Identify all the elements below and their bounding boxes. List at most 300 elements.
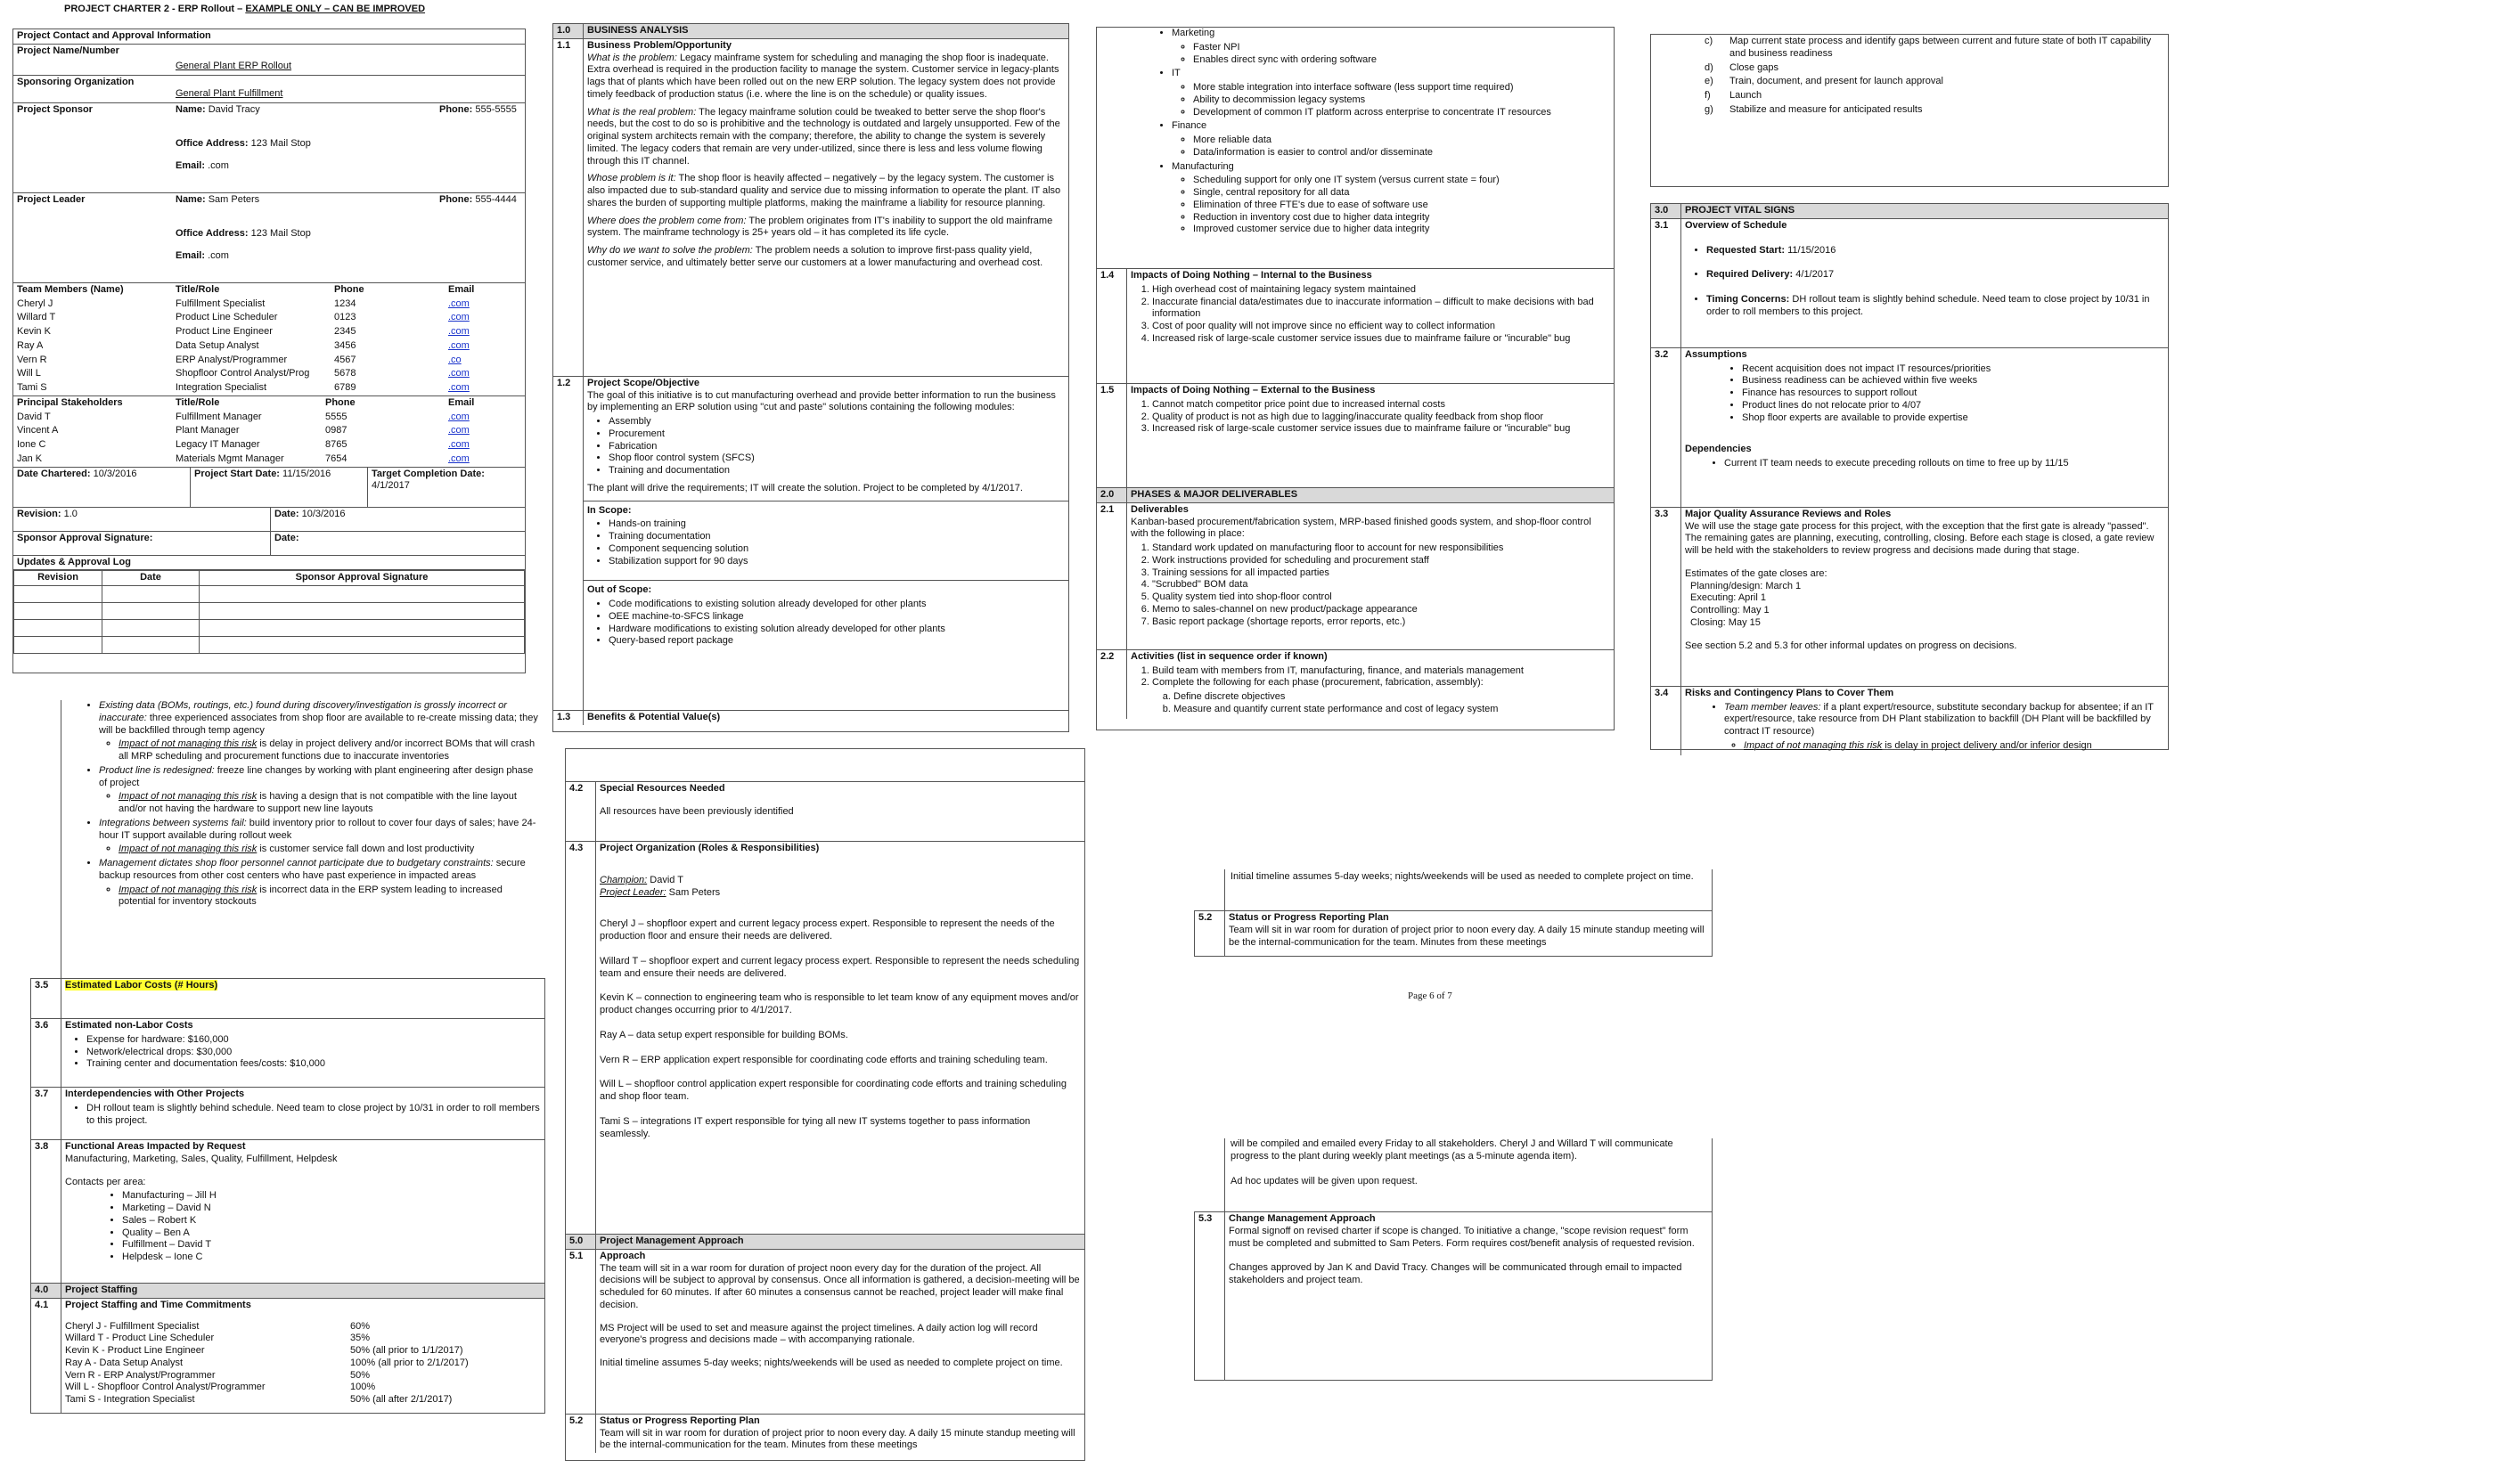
impact-lead: Impact of not managing this risk — [119, 844, 258, 855]
paragraph: Ray A – data setup expert responsible for building BOMs. — [600, 1029, 848, 1040]
section-heading: Business Problem/Opportunity — [587, 39, 732, 51]
project-name-label: Project Name/Number — [17, 45, 119, 56]
list-item: ◦ Development of common IT platform across enterprise to concentrate IT resources — [1193, 107, 1610, 119]
sponsor-name-label: Name: — [176, 103, 206, 115]
section-3-3 — [1651, 507, 2168, 686]
stake-email-link[interactable]: .com — [448, 411, 470, 422]
timing-concerns: DH rollout team is slightly behind schedule. Need team to close project by 10/31 in order to roll members to this project. — [1706, 294, 2150, 317]
section-4-1 — [31, 1298, 544, 1413]
list-item: • Training center and documentation fees/costs: $10,000 — [86, 1058, 541, 1071]
benefits-continued — [1097, 28, 1614, 268]
champion-label: Champion: — [600, 874, 648, 885]
section-number: 3.2 — [1651, 348, 1681, 507]
list-text: Launch — [1729, 90, 1762, 101]
assumptions-list — [1685, 363, 2164, 425]
section-number: 1.0 — [553, 24, 584, 38]
section-heading: Impacts of Doing Nothing – Internal to the Business — [1131, 270, 1372, 281]
list-item: • Procurement — [609, 428, 1065, 441]
list-item: • Helpdesk – Ione C — [122, 1252, 541, 1264]
section-number: 5.2 — [566, 1415, 596, 1453]
list-item: ◦ Enables direct sync with ordering software — [1193, 54, 1610, 67]
dependencies-list — [1685, 458, 2164, 470]
approval-log-table — [13, 570, 525, 654]
table-row — [13, 354, 525, 368]
sponsor-email-label: Email: — [176, 160, 206, 172]
section-heading: Estimated Labor Costs (# Hours) — [65, 980, 218, 991]
list-item: • Finance has resources to support rollout — [1742, 387, 2164, 400]
team-email-link[interactable]: .com — [448, 326, 470, 337]
paragraph: Cheryl J – shopfloor expert and current legacy process expert. Responsible to represent the needs of the production floor and ensure their needs are delivered. — [600, 918, 1055, 942]
team-name: Tami S — [17, 382, 47, 393]
staff-commitment: 50% — [350, 1369, 371, 1381]
section-number: 3.4 — [1651, 687, 1681, 755]
section-title: PHASES & MAJOR DELIVERABLES — [1131, 489, 1298, 500]
dependencies-label: Dependencies — [1685, 444, 1752, 455]
list-item: • Network/electrical drops: $30,000 — [86, 1047, 541, 1059]
paragraph: The problem originates from IT's inability to support the old mainframe system. The mainframe technology is 25+ years old – it has completed its life cycle. — [587, 215, 1053, 239]
list-item: • Code modifications to existing solution already developed for other plants — [609, 599, 1065, 611]
team-header-name: Team Members (Name) — [17, 283, 124, 295]
schedule-list — [1685, 245, 2164, 319]
stake-header-phone: Phone — [325, 396, 356, 408]
staff-commitment: 35% — [350, 1333, 371, 1344]
requested-start-label: Requested Start: — [1706, 244, 1786, 256]
vital-signs-panel — [1650, 203, 2169, 750]
team-name: Vern R — [17, 354, 47, 365]
list-item: Executing: April 1 — [1690, 592, 1766, 604]
section-title: Project Management Approach — [600, 1235, 744, 1246]
list-item: Finance — [1172, 120, 1207, 132]
project-leader-label: Project Leader: — [600, 886, 666, 898]
stakeholders-table — [13, 396, 525, 468]
list-marker: g) — [1705, 103, 1713, 115]
list-item: ◦ Single, central repository for all data — [1193, 187, 1610, 200]
revision-value: 1.0 — [63, 508, 78, 519]
staff-name: Willard T - Product Line Scheduler — [65, 1333, 215, 1344]
section-1-5 — [1097, 383, 1614, 487]
date-chartered-label: Date Chartered: — [17, 468, 91, 479]
section-number: 4.0 — [31, 1284, 61, 1298]
section-number: 4.1 — [31, 1299, 61, 1413]
sponsor-name: David Tracy — [208, 103, 260, 115]
impact-text: is having a design that is not compatible with the line layout and/or not having the hardware to support new line layouts — [119, 791, 517, 814]
date-chartered: 10/3/2016 — [93, 468, 137, 479]
leader-office: 123 Mail Stop — [250, 227, 311, 239]
list-item: ◦ Scheduling support for only one IT system (versus current state = four) — [1193, 175, 1610, 187]
benefits-phases-panel — [1096, 27, 1615, 730]
paragraph: Initial timeline assumes 5-day weeks; nights/weekends will be used as needed to complete project on time. — [600, 1358, 1063, 1368]
list-item: 6. Memo to sales-channel on new product/package appearance — [1152, 604, 1610, 616]
team-phone: 5678 — [334, 368, 356, 379]
stake-phone: 7654 — [325, 453, 348, 464]
section-3-4 — [1651, 686, 2168, 755]
risk-text: freeze line changes by working with plant engineering after design phase of project — [99, 764, 534, 788]
table-row — [65, 1333, 469, 1345]
table-row — [13, 298, 525, 312]
section-heading: Estimated non-Labor Costs — [65, 1020, 193, 1031]
team-email-link[interactable]: .co — [448, 354, 462, 365]
list-item: Manufacturing — [1172, 160, 1234, 172]
list-item: ◦ Data/information is easier to control and/or disseminate — [1193, 147, 1610, 159]
section-number: 5.2 — [1195, 911, 1225, 956]
section-4-3 — [566, 841, 1084, 1234]
stake-phone: 5555 — [325, 411, 348, 422]
list-item: • Marketing – David N — [122, 1203, 541, 1215]
paragraph: The plant will drive the requirements; IT will create the solution. Project to be completed by 4/1/2017. — [587, 482, 1023, 493]
staff-name: Tami S - Integration Specialist — [65, 1394, 195, 1405]
impact-text: is customer service fall down and lost productivity — [259, 844, 475, 855]
revision-label: Revision: — [17, 508, 61, 519]
section-number: 3.8 — [31, 1140, 61, 1283]
table-row — [65, 1370, 469, 1382]
paragraph: Willard T – shopfloor expert and current legacy process expert. Responsible to represent the needs scheduling team and ensure their needs are delivered. — [600, 955, 1080, 979]
list-item: ◦ Faster NPI — [1193, 42, 1610, 54]
paragraph: Tami S – integrations IT expert responsible for tying all new IT systems together to pass information seamlessly. — [600, 1115, 1031, 1139]
paragraph: Formal signoff on revised charter if scope is changed. To initiative a change, "scope revision request" form must be completed and submitted to Sam Peters. Form requires cost/benefit analysis of requested revision. — [1229, 1225, 1695, 1249]
section-heading: Risks and Contingency Plans to Cover Them — [1685, 687, 1894, 698]
change-management-panel — [1194, 1138, 1713, 1379]
paragraph: We will use the stage gate process for this project, with the exception that the first gate is already "passed". The remaining gates are planning, executing, controlling, closing. Before each stage is closed, a gate review will be held with the stakeholders to review progress and decisions made during that stage. — [1685, 520, 2154, 556]
section-3-7 — [31, 1087, 544, 1139]
contacts-label: Contacts per area: — [65, 1176, 146, 1187]
stake-email-link[interactable]: .com — [448, 425, 470, 436]
team-email-link[interactable]: .com — [448, 368, 470, 379]
list-item: 3. Training sessions for all impacted parties — [1152, 567, 1610, 580]
question-lead: Why do we want to solve the problem: — [587, 245, 753, 256]
list-marker: e) — [1705, 76, 1713, 87]
list-item: • Training and documentation — [609, 465, 1065, 477]
list-item: Complete the following for each phase (procurement, fabrication, assembly): — [1152, 677, 1484, 689]
stake-email-link[interactable]: .com — [448, 439, 470, 450]
section-number: 2.2 — [1097, 650, 1127, 719]
section-5-2 — [566, 1414, 1084, 1453]
list-item: 4. Increased risk of large-scale customer service issues due to mainframe failure or "incurable" bug — [1152, 333, 1610, 346]
leader-phone: 555-4444 — [475, 193, 517, 205]
section-number: 3.3 — [1651, 508, 1681, 686]
team-header-role: Title/Role — [176, 283, 220, 295]
list-item: IT — [1172, 68, 1181, 79]
section-title: BUSINESS ANALYSIS — [587, 25, 689, 36]
team-members-table — [13, 283, 525, 396]
target-date: 4/1/2017 — [372, 480, 410, 492]
log-col-date: Date — [102, 571, 200, 586]
staff-name: Ray A - Data Setup Analyst — [65, 1357, 184, 1368]
impact-lead: Impact of not managing this risk — [119, 884, 258, 895]
section-title: Project Staffing — [65, 1284, 138, 1295]
sponsor-phone-label: Phone: — [439, 103, 473, 115]
list-item: • Business readiness can be achieved within five weeks — [1742, 375, 2164, 387]
team-name: Ray A — [17, 339, 44, 351]
reporting-continued — [1224, 1138, 1713, 1211]
team-name: Kevin K — [17, 326, 51, 337]
risks-list — [1685, 702, 2164, 753]
list-item: • Hardware modifications to existing solution already developed for other plants — [609, 624, 1065, 636]
team-phone: 0123 — [334, 312, 356, 323]
list-item: • Training documentation — [609, 531, 1065, 543]
stake-role: Fulfillment Manager — [176, 411, 262, 422]
start-date: 11/15/2016 — [282, 468, 331, 479]
leader-email: .com — [208, 250, 229, 262]
sponsoring-org-value: General Plant Fulfillment — [176, 87, 283, 99]
risks-continued — [61, 700, 545, 978]
in-scope-list — [587, 518, 1065, 567]
section-1-2 — [553, 376, 1068, 710]
list-item: 4. "Scrubbed" BOM data — [1152, 579, 1610, 591]
section-3-0 — [1651, 204, 2168, 218]
costs-staffing-block — [30, 978, 545, 1414]
question-lead: Where does the problem come from: — [587, 215, 747, 226]
paragraph: See section 5.2 and 5.3 for other informal updates on progress on decisions. — [1685, 640, 2017, 651]
section-heading: Status or Progress Reporting Plan — [600, 1415, 760, 1426]
paragraph: Kanban-based procurement/fabrication system, MRP-based finished goods system, and shop-floor control with the following in place: — [1131, 516, 1591, 540]
section-number: 3.6 — [31, 1019, 61, 1087]
table-row — [13, 381, 525, 395]
list-item — [1701, 75, 2155, 89]
paragraph: MS Project will be used to set and measure against the project timelines. A daily action log will record everyone's progress and decisions made – with accompanying rationale. — [600, 1322, 1038, 1346]
team-name: Will L — [17, 368, 41, 379]
internal-impacts-list — [1131, 284, 1610, 346]
team-phone: 2345 — [334, 326, 356, 337]
list-item: 3. Cost of poor quality will not improve since no efficient way to collect information — [1152, 321, 1610, 333]
paragraph: Ad hoc updates will be given upon request. — [1231, 1175, 1418, 1186]
section-heading: Interdependencies with Other Projects — [65, 1089, 245, 1099]
section-heading: Assumptions — [1685, 348, 1747, 360]
list-item: 1. Standard work updated on manufacturing floor to account for new responsibilities — [1152, 542, 1610, 555]
table-row — [13, 325, 525, 339]
section-title: PROJECT VITAL SIGNS — [1685, 205, 1795, 216]
timing-concerns-label: Timing Concerns: — [1706, 294, 1790, 305]
list-item: 2. Quality of product is not as high due to lagging/inaccurate quality feedback from shop floor — [1152, 412, 1610, 424]
list-item: 5. Quality system tied into shop-floor control — [1152, 591, 1610, 604]
revision-date: 10/3/2016 — [301, 508, 346, 519]
stake-phone: 0987 — [325, 425, 348, 436]
question-lead: Whose problem is it: — [587, 173, 676, 184]
list-item: 1. Cannot match competitor price point due to increased internal costs — [1152, 399, 1610, 412]
paragraph: Will L – shopfloor control application expert responsible for coordinating code efforts and training scheduling and shop floor team. — [600, 1079, 1067, 1102]
contact-approval-panel — [12, 29, 526, 673]
paragraph: Team will sit in war room for duration of project prior to noon every day. A daily 15 minute standup meeting will be the internal-communication for the team. Minutes from these meetings — [600, 1427, 1075, 1451]
impact-lead: Impact of not managing this risk — [119, 738, 258, 750]
staff-commitment: 50% (all prior to 1/1/2017) — [350, 1345, 463, 1356]
reporting-fragment-panel — [1194, 869, 1713, 962]
table-row — [13, 424, 525, 438]
list-item: ◦ More reliable data — [1193, 135, 1610, 147]
risk-lead: Integrations between systems fail: — [99, 817, 247, 828]
risks-continued-list — [61, 700, 540, 909]
table-row — [14, 637, 525, 654]
section-heading: Overview of Schedule — [1685, 219, 1787, 231]
list-item: ◦ Elimination of three FTE's due to ease of software use — [1193, 200, 1610, 212]
section-heading: Special Resources Needed — [600, 783, 725, 794]
in-scope-label: In Scope: — [587, 504, 632, 516]
team-email-link[interactable]: .com — [448, 339, 470, 351]
list-item: • Shop floor control system (SFCS) — [609, 453, 1065, 465]
risk-text: three experienced associates from shop floor are available to re-create missing data; they will be backfilled through temp agency — [99, 712, 538, 736]
log-col-revision: Revision — [14, 571, 102, 586]
team-phone: 1234 — [334, 298, 356, 309]
risk-lead: Existing data (BOMs, routings, etc.) found during discovery/investigation is grossly incorrect or inaccurate: — [99, 700, 507, 723]
target-date-label: Target Completion Date: — [372, 468, 485, 479]
contact-header: Project Contact and Approval Information — [13, 29, 525, 45]
section-number: 5.3 — [1195, 1212, 1225, 1380]
team-role: Data Setup Analyst — [176, 339, 259, 351]
team-header-email: Email — [448, 283, 475, 295]
section-3-1 — [1651, 218, 2168, 347]
list-item: Controlling: May 1 — [1690, 605, 1770, 616]
sponsor-office-label: Office Address: — [176, 137, 249, 149]
risk-lead: Product line is redesigned: — [99, 764, 215, 776]
stake-header-role: Title/Role — [176, 396, 220, 408]
leader-name-label: Name: — [176, 193, 206, 205]
team-header-phone: Phone — [334, 283, 364, 295]
activities-list — [1131, 665, 1610, 716]
section-number: 5.0 — [566, 1235, 596, 1249]
list-item: Closing: May 15 — [1690, 616, 1761, 628]
required-delivery: 4/1/2017 — [1795, 269, 1835, 281]
table-row — [13, 367, 525, 381]
table-row — [14, 586, 525, 603]
business-analysis-panel — [552, 23, 1069, 732]
list-item — [1701, 89, 2155, 103]
stake-name: Jan K — [17, 453, 43, 464]
title-suffix: EXAMPLE ONLY – CAN BE IMPROVED — [245, 4, 426, 14]
sponsoring-org-row — [13, 76, 525, 103]
paragraph: Vern R – ERP application expert responsible for coordinating code efforts and training scheduling team. — [600, 1054, 1048, 1065]
staff-commitment: 100% — [350, 1382, 376, 1393]
list-item: • Quality – Ben A — [122, 1227, 541, 1240]
section-3-8 — [31, 1139, 544, 1283]
team-email-link[interactable]: .com — [448, 298, 470, 309]
start-date-label: Project Start Date: — [194, 468, 280, 479]
section-heading: Status or Progress Reporting Plan — [1229, 912, 1389, 923]
section-heading: Project Staffing and Time Commitments — [65, 1299, 251, 1310]
section-5-2-fragment — [1194, 910, 1713, 957]
section-number: 5.1 — [566, 1250, 596, 1414]
sponsor-office: 123 Mail Stop — [250, 137, 311, 149]
impact-text: is delay in project delivery and/or inferior design — [1885, 739, 2092, 751]
list-text: Map current state process and identify gaps between current and future state of both IT capability and business readiness — [1729, 36, 2152, 59]
list-item: 3. Increased risk of large-scale customer service issues due to mainframe failure or "incurable" bug — [1152, 423, 1610, 436]
team-phone: 6789 — [334, 382, 356, 393]
section-3-2 — [1651, 347, 2168, 507]
document-title — [64, 4, 599, 16]
risk-text: build inventory prior to rollout to cover four days of sales; have 24-hour IT support available during rollout week — [99, 817, 536, 841]
list-marker: c) — [1705, 36, 1713, 46]
revision-date-label: Date: — [274, 508, 299, 519]
table-row — [13, 311, 525, 325]
table-row — [65, 1345, 469, 1358]
section-number: 1.3 — [553, 711, 584, 725]
list-item: • Current IT team needs to execute preceding rollouts on time to free up by 11/15 — [1724, 458, 2164, 470]
champion: David T — [650, 874, 683, 885]
section-1-0 — [553, 24, 1068, 38]
table-row — [65, 1358, 469, 1370]
section-number: 1.4 — [1097, 269, 1127, 383]
stake-email-link[interactable]: .com — [448, 453, 470, 464]
risk-lead: Management dictates shop floor personnel cannot participate due to budgetary constraints: — [99, 858, 494, 868]
question-lead: What is the problem: — [587, 52, 677, 63]
deliverables-list — [1131, 542, 1610, 628]
signature-date-label: Date: — [274, 532, 299, 543]
impact-lead: Impact of not managing this risk — [1744, 739, 1883, 751]
paragraph: Initial timeline assumes 5-day weeks; nights/weekends will be used as needed to complete project on time. — [1231, 871, 1694, 882]
staff-commitment: 60% — [350, 1320, 371, 1332]
list-text: Close gaps — [1729, 61, 1779, 73]
paragraph: Team will sit in war room for duration of project prior to noon every day. A daily 15 minute standup meeting will be the internal-communication for the team. Minutes from these meetings — [1229, 924, 1705, 948]
stake-phone: 8765 — [325, 439, 348, 450]
section-heading: Benefits & Potential Value(s) — [587, 711, 721, 722]
stake-role: Legacy IT Manager — [176, 439, 260, 450]
table-row — [13, 438, 525, 453]
blank-top — [566, 749, 1084, 781]
section-heading: Impacts of Doing Nothing – External to the Business — [1131, 385, 1376, 395]
leader-phone-label: Phone: — [439, 193, 473, 205]
list-text: Stabilize and measure for anticipated results — [1729, 103, 1923, 115]
sponsor-row — [13, 103, 525, 193]
sponsor-email: .com — [208, 160, 229, 172]
team-name: Willard T — [17, 312, 56, 323]
list-item: • Manufacturing – Jill H — [122, 1190, 541, 1203]
list-item: 1. Build team with members from IT, manufacturing, finance, and materials management — [1152, 665, 1610, 678]
dates-row — [13, 468, 525, 508]
signature-label: Sponsor Approval Signature: — [13, 532, 271, 555]
activities-continued-list — [1701, 35, 2155, 118]
paragraph: will be compiled and emailed every Friday to all stakeholders. Cheryl J and Willard T will communicate progress to the plant during weekly plant meetings (as a 5-minute agenda item). — [1231, 1138, 1673, 1162]
paragraph: The team will sit in a war room for duration of project noon every day for the duration of the project. All decisions will be subject to approval by consensus. Once all information is gathered, a decision-meeting will be scheduled for 60 minutes. If after 60 minutes a consensus cannot be reached, project leader will make final decision. — [600, 1262, 1080, 1310]
team-role: Integration Specialist — [176, 382, 267, 393]
risks-costs-panel — [30, 700, 545, 1413]
leader-label: Project Leader — [17, 193, 86, 205]
paragraph: The goal of this initiative is to cut manufacturing overhead and provide better information to run the business by implementing an ERP solution using "cut and paste" solutions containing the following modules: — [587, 389, 1056, 413]
list-item: • Shop floor experts are available to provide expertise — [1742, 412, 2164, 425]
impact-lead: Impact of not managing this risk — [119, 791, 258, 803]
section-5-0 — [566, 1234, 1084, 1249]
list-item: • Recent acquisition does not impact IT resources/priorities — [1742, 363, 2164, 376]
section-number: 1.2 — [553, 377, 584, 710]
impact-text: is incorrect data in the ERP system leading to increased potential for inventory stockouts — [119, 884, 503, 908]
table-row — [13, 411, 525, 425]
list-item: • Stabilization support for 90 days — [609, 556, 1065, 568]
log-header: Updates & Approval Log — [13, 556, 525, 571]
out-scope-label: Out of Scope: — [587, 584, 652, 596]
section-4-2 — [566, 781, 1084, 841]
sponsor-phone: 555-5555 — [475, 103, 517, 115]
resources-management-panel — [565, 748, 1085, 1461]
paragraph: The shop floor is heavily affected – negatively – by the legacy system. The customer is also impacted due to sub-standard quality and service due to missing information to operate the plant. IT also shares the burden of supporting multiple platforms, making the mainframe a liability for resource planning. — [587, 173, 1061, 208]
staff-name: Kevin K - Product Line Engineer — [65, 1345, 205, 1356]
table-row — [65, 1321, 469, 1333]
team-email-link[interactable]: .com — [448, 312, 470, 323]
list-item: ◦ Reduction in inventory cost due to higher data integrity — [1193, 212, 1610, 224]
staff-name: Cheryl J - Fulfillment Specialist — [65, 1320, 200, 1332]
section-heading: Functional Areas Impacted by Request — [65, 1141, 246, 1152]
page-number: Page 6 of 7 — [1408, 991, 1452, 1001]
leader-row — [13, 193, 525, 283]
team-phone: 4567 — [334, 354, 356, 365]
paragraph: All resources have been previously identified — [600, 805, 794, 817]
section-2-1 — [1097, 502, 1614, 649]
staff-commitment: 50% (all after 2/1/2017) — [350, 1394, 453, 1405]
team-role: Shopfloor Control Analyst/Prog — [176, 368, 310, 379]
team-email-link[interactable]: .com — [448, 382, 470, 393]
section-heading: Change Management Approach — [1229, 1213, 1376, 1224]
section-number: 4.3 — [566, 842, 596, 1234]
section-number: 3.1 — [1651, 219, 1681, 347]
list-item: • Assembly — [609, 416, 1065, 428]
project-name-row — [13, 45, 525, 76]
section-3-5 — [31, 979, 544, 1018]
list-item: ◦ Ability to decommission legacy systems — [1193, 94, 1610, 107]
